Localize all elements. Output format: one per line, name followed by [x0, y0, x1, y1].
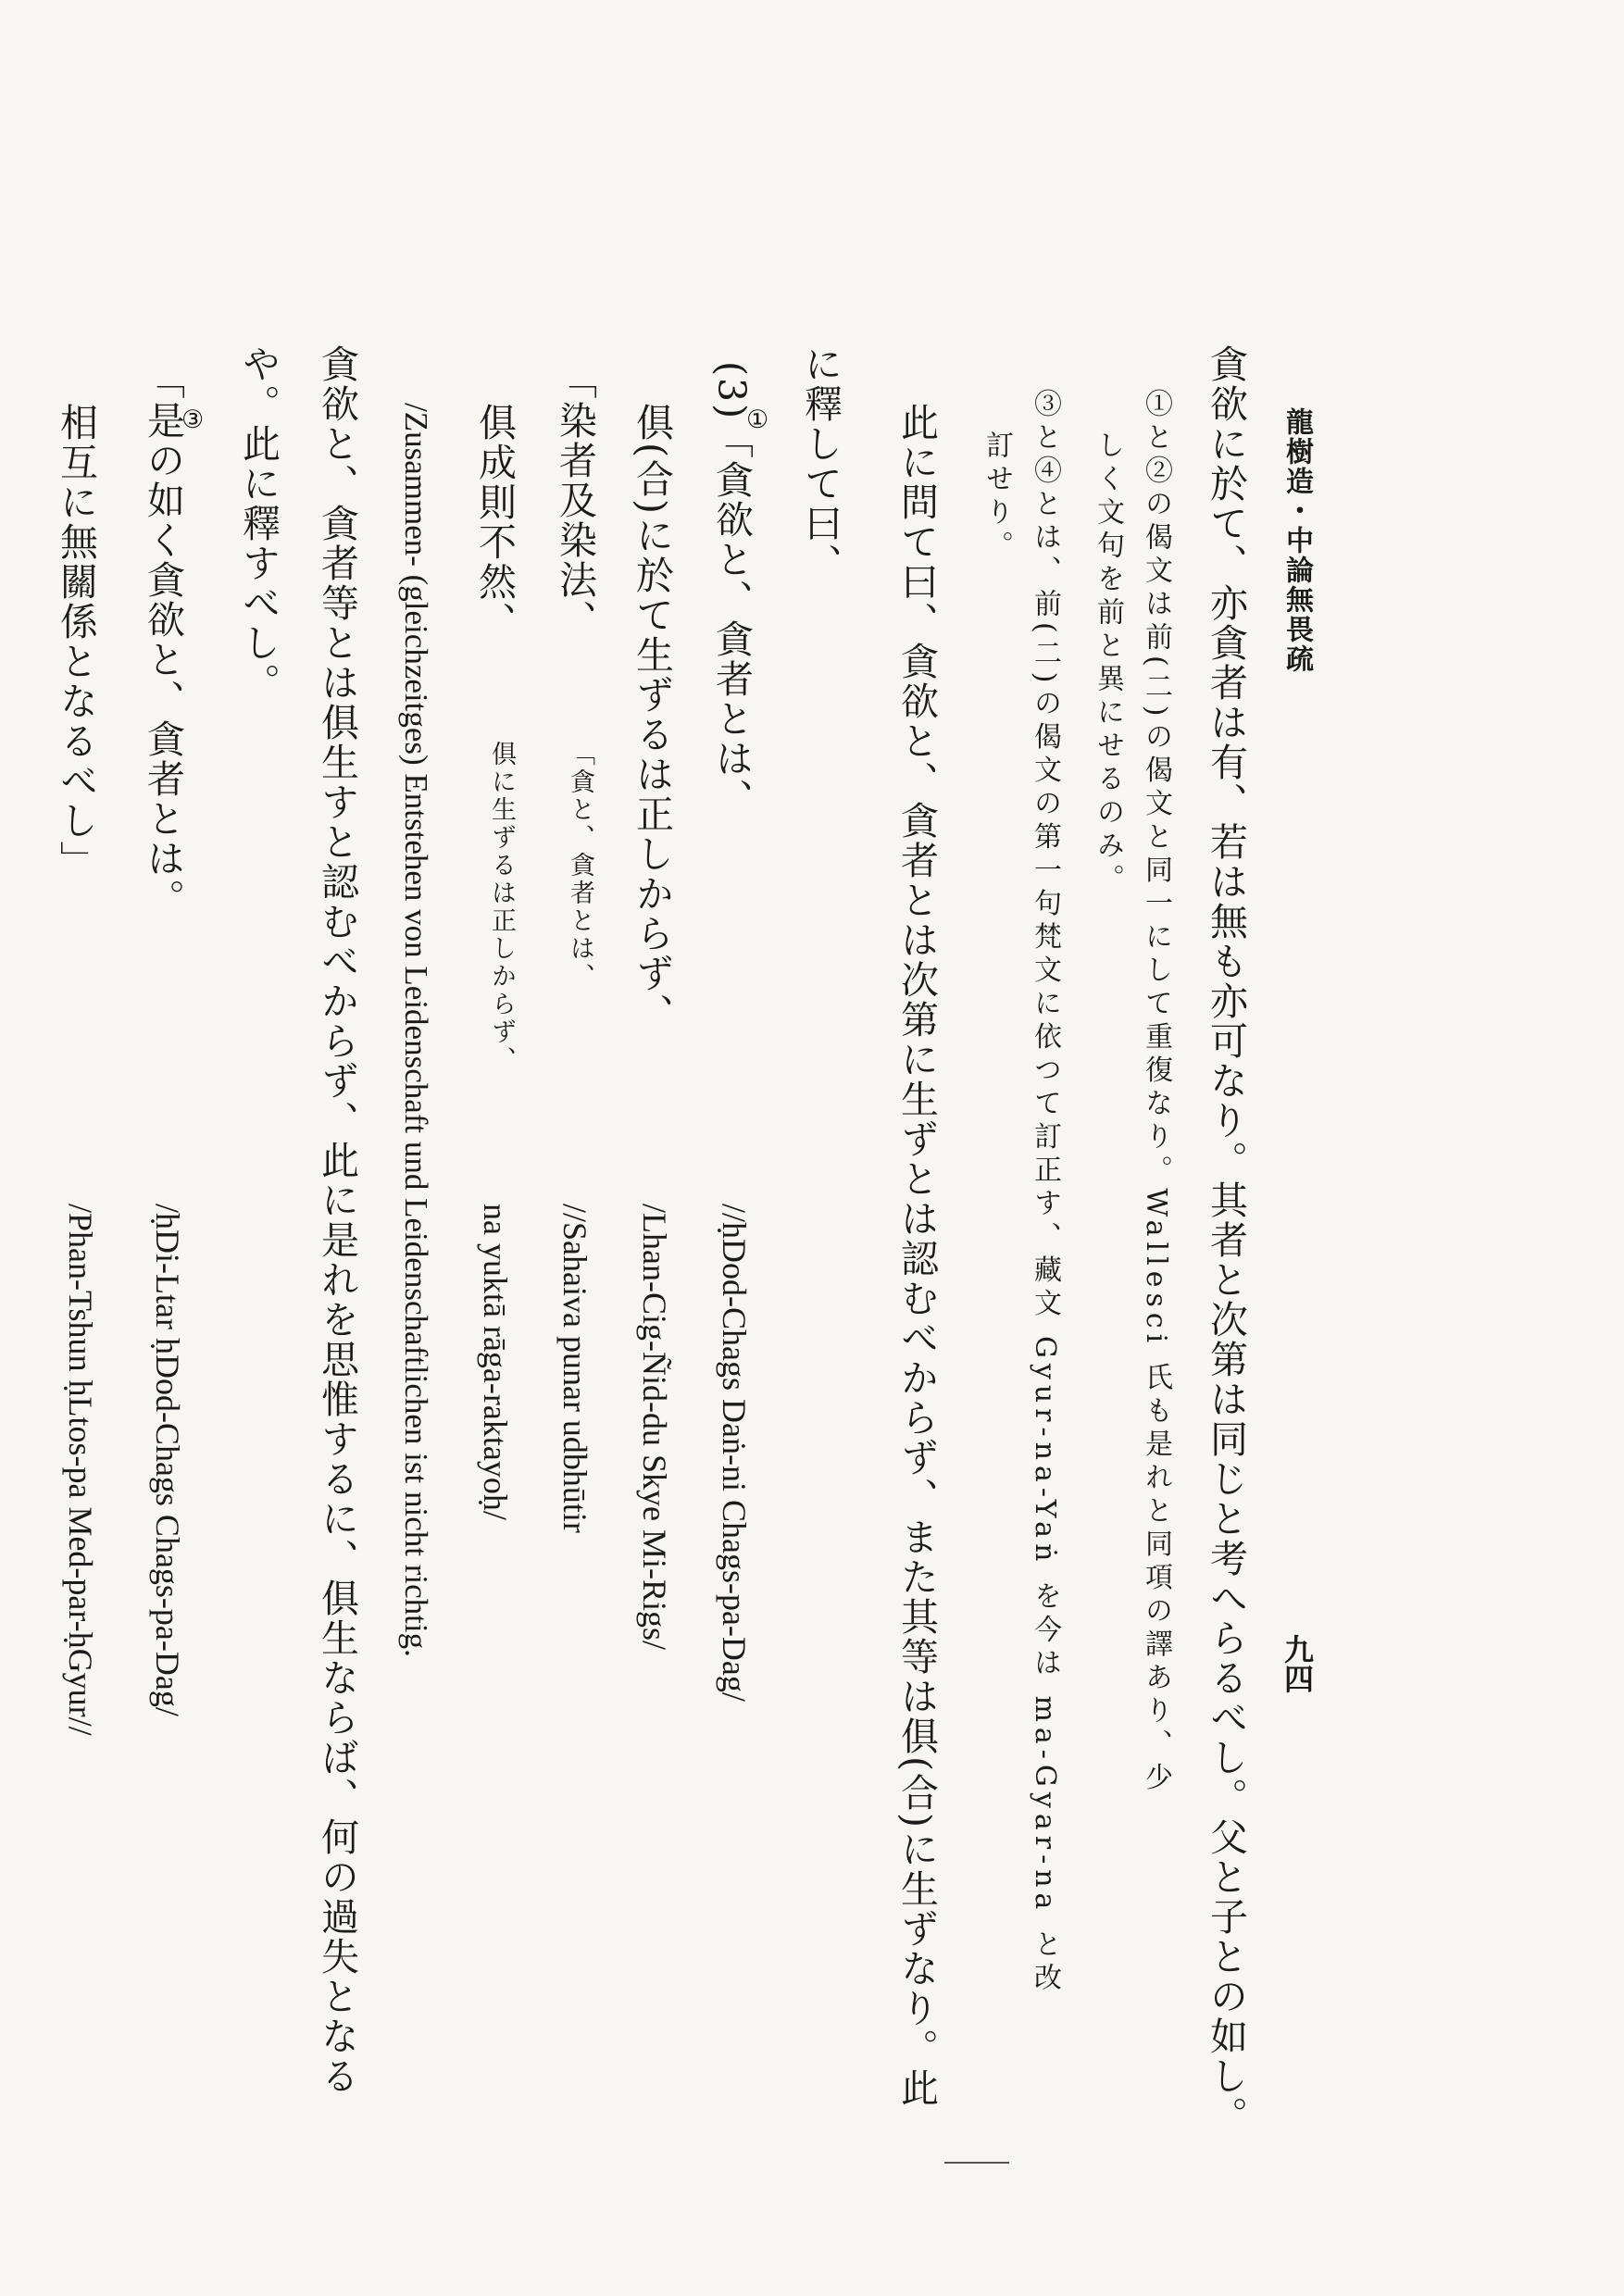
verse-column-1: (3)「貪欲と、貪者とは、: [709, 361, 754, 819]
page-number: 九四: [1280, 1634, 1315, 1693]
circle-marker-3: ③: [181, 406, 207, 434]
text-column-1: 貪欲に於て、亦貪者は有、若は無も亦可なり。其者と次第は同じと考へらるべし。父と子との如し。: [1204, 344, 1248, 2136]
text-column-3: に釋して曰、: [798, 344, 843, 583]
german-translation: /Zusammen- (gleichzeitges) Entstehen von Leidenschaft und Leidenschaftlichen ist nicht richtig.: [398, 403, 434, 1657]
text-column-4: 貪欲と、貪者等とは俱生すと認むべからず、此に是れを思惟するに、俱生ならば、何の過失となる: [315, 344, 359, 2096]
note-column-2: しく文句を前と異にせるのみ。: [1092, 430, 1124, 897]
note-column-1: ①と②の偈文は前(二)の偈文と同一にして重復なり。Wallesci 氏も是れと同項の譯あり、少: [1140, 389, 1172, 1796]
verse-column-5: 「是の如く貪欲と、貪者とは。: [141, 361, 185, 918]
verse-column-3: 「染者及染法、: [553, 361, 597, 640]
text-column-2: 此に問て曰、貪欲と、貪者とは次第に生ずとは認むべからず、また其等は俱(合)に生ずなり。此: [894, 403, 939, 2108]
verse-column-4: 俱成則不然、: [472, 403, 517, 642]
text-column-5: や。此に釋すべし。: [236, 344, 281, 703]
note-column-3: ③と④とは、前(二)の偈文の第一句梵文に依つて訂正す、藏文 Gyur-na-Yaṅ を今は ma-Gyar-na と改: [1029, 389, 1061, 1996]
verse-column-6: 相互に無關係となるべし」: [54, 403, 98, 880]
running-header: 龍樹造・中論無畏疏: [1280, 407, 1313, 674]
gloss-column-1: 「貪と、貪者とは、: [566, 741, 594, 991]
tibetan-line-3: /ḥDi-Ltar ḥDod-Chags Chags-pa-Dag/: [149, 1204, 186, 1716]
note-column-4: 訂せり。: [981, 430, 1013, 564]
tibetan-line-2: /Lhan-Cig-Ñid-du Skye Mi-Rigs/: [636, 1204, 673, 1650]
sanskrit-line-1: //Sahaiva punar udbhūtir: [556, 1204, 593, 1533]
separator-rule: [944, 2162, 1009, 2164]
gloss-column-2: 俱に生ずるは正しからず、: [487, 741, 516, 1074]
circle-marker-1: ①: [746, 406, 772, 434]
tibetan-line-4: /Phan-Tshun ḥLtos-pa Med-par-ḥGyur//: [62, 1204, 99, 1736]
verse-column-2: 俱(合)に於て生ずるは正しからず、: [630, 403, 674, 1033]
sanskrit-line-2: na yuktā rāga-raktayoḥ/: [477, 1204, 514, 1520]
tibetan-line-1: //ḥDod-Chags Daṅ-ni Chags-pa-Dag/: [716, 1204, 753, 1702]
